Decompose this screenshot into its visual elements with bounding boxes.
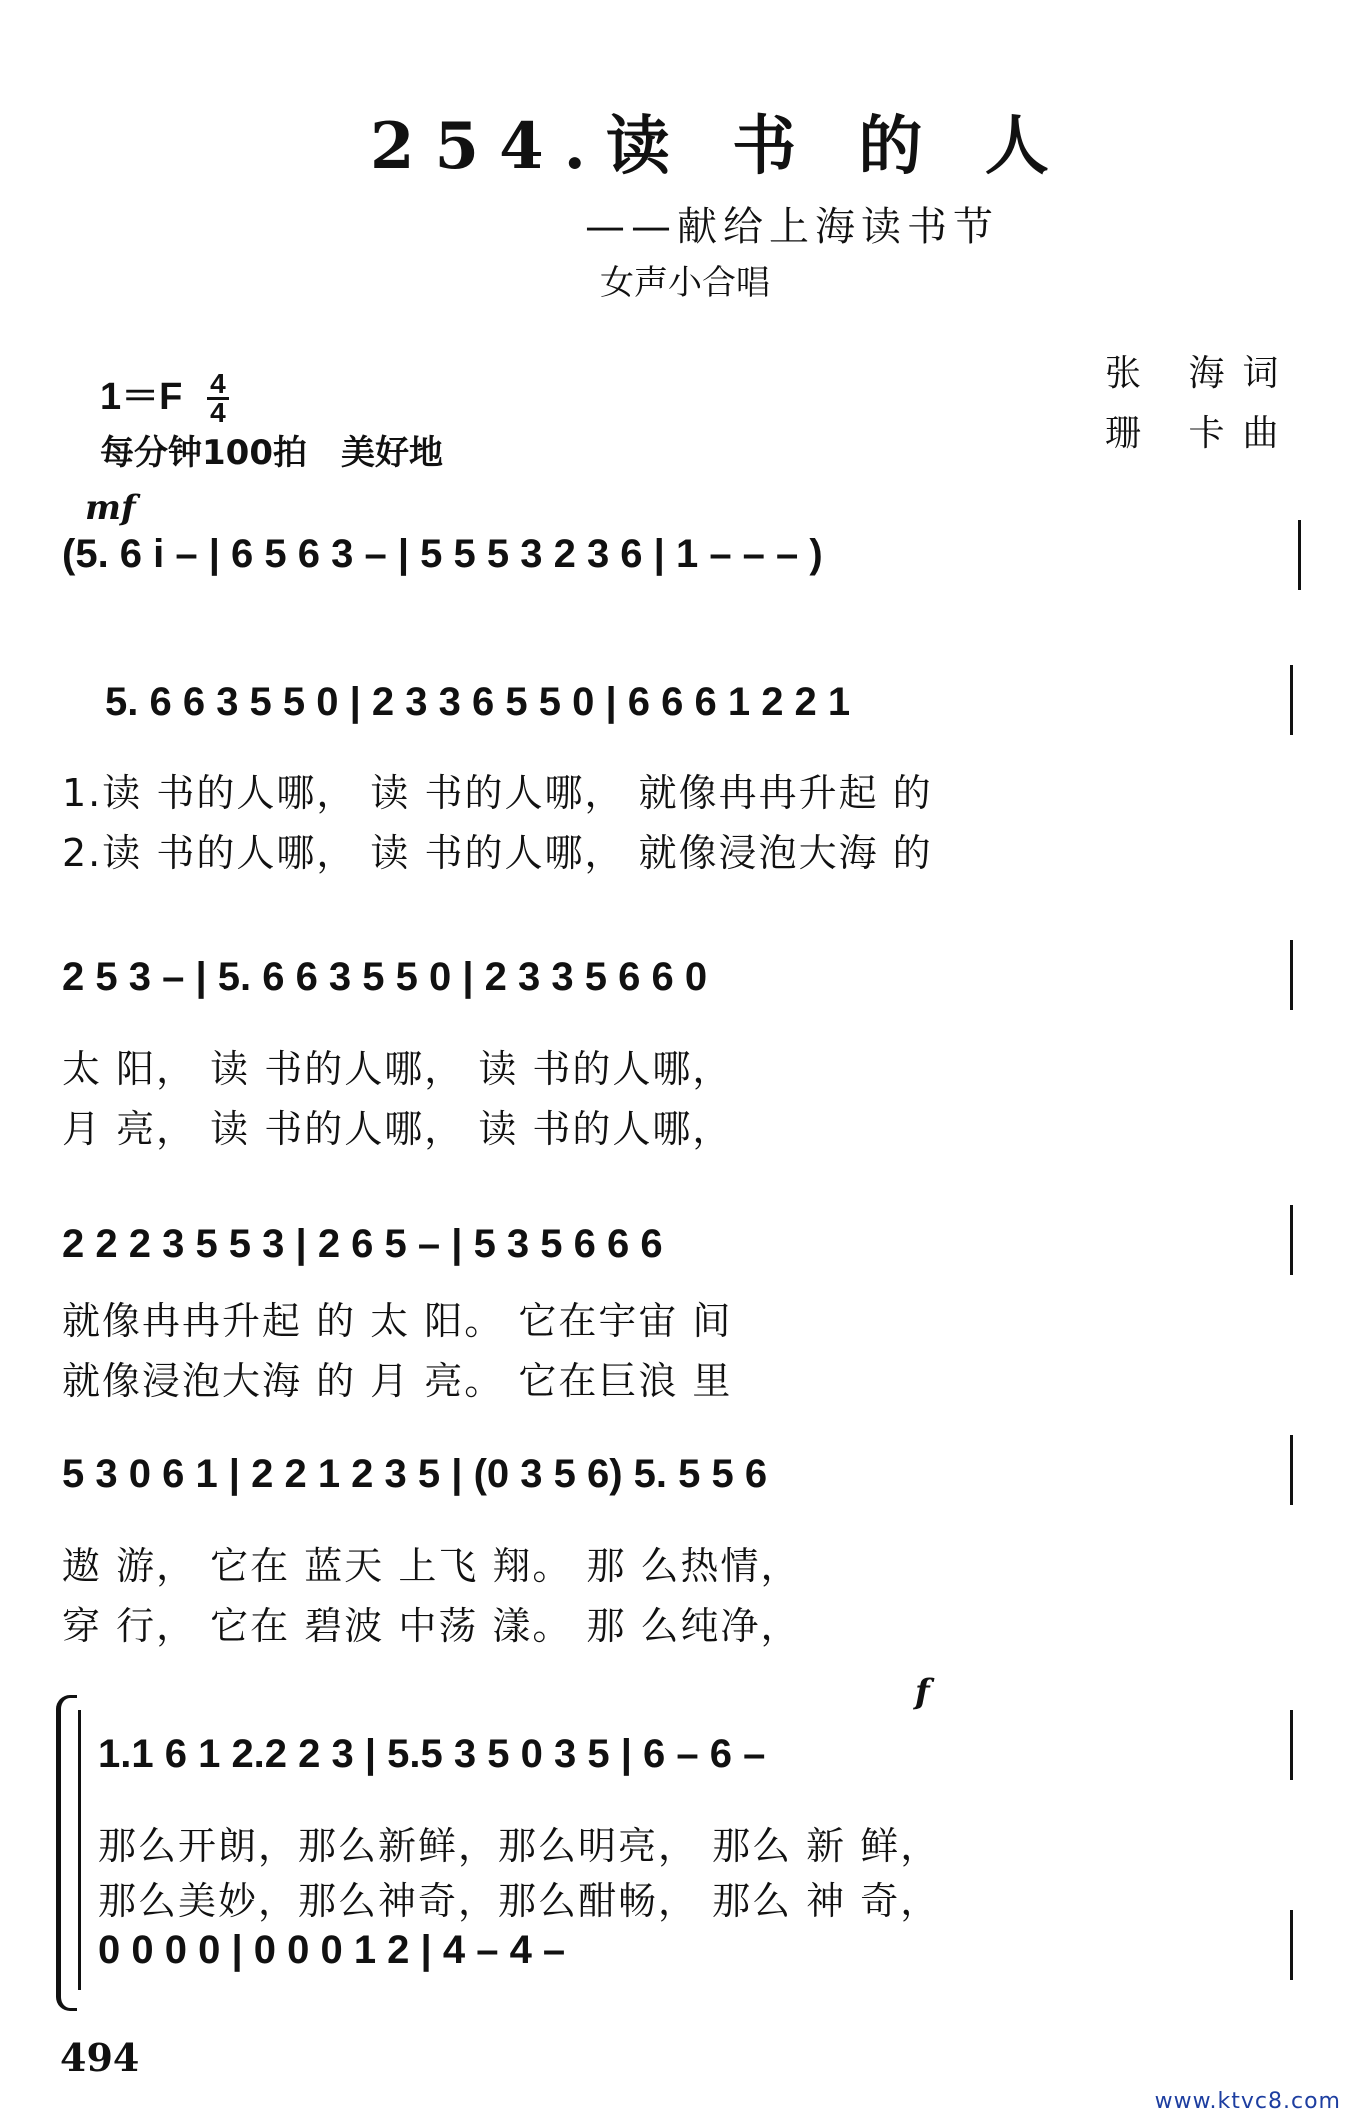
row2-lyric-verse2: 月 亮， 读 书的人哪， 读 书的人哪，	[62, 1107, 733, 1151]
barline	[1290, 940, 1293, 1010]
barline	[1290, 1710, 1293, 1780]
intro-notes: (5. 6 i – | 6 5 6 3 – | 5 5 5 3 2 3 6 | 1 – – – )	[62, 532, 823, 576]
barline	[1290, 1435, 1293, 1505]
page-number: 494	[60, 2035, 140, 2080]
key-label: 1＝F	[100, 376, 183, 418]
row4-lyric-verse2: 穿 行， 它在 碧波 中荡 漾。 那 么纯净，	[62, 1604, 801, 1648]
row5-lower-part-notes: 0 0 0 0 | 0 0 0 1 2 | 4 – 4 –	[98, 1928, 566, 1972]
time-signature-top: 4	[210, 368, 226, 400]
row1-notes: 5. 6 6 3 5 5 0 | 2 3 3 6 5 5 0 | 6 6 6 1 2 2 1	[105, 680, 851, 724]
voicing-label: 女声小合唱	[600, 263, 770, 303]
row2-lyric-verse1: 太 阳， 读 书的人哪， 读 书的人哪，	[62, 1047, 733, 1091]
barline	[1290, 1910, 1293, 1980]
barline	[1290, 665, 1293, 735]
row5-lyric-verse2: 那么美妙，那么神奇，那么酣畅， 那么 神 奇，	[98, 1879, 941, 1923]
lyricist-credit: 张 海词	[1105, 353, 1297, 394]
time-signature	[207, 368, 229, 429]
time-signature-bottom: 4	[210, 397, 226, 429]
row5-lyric-verse1: 那么开朗，那么新鲜，那么明亮， 那么 新 鲜，	[98, 1824, 941, 1868]
watermark: www.ktvc8.com	[1154, 2089, 1341, 2114]
row2-notes: 2 5 3 – | 5. 6 6 3 5 5 0 | 2 3 3 5 6 6 0	[62, 955, 708, 999]
row1-lyric-verse2: 2.读 书的人哪， 读 书的人哪， 就像浸泡大海 的	[62, 831, 933, 875]
song-subtitle: ——献给上海读书节	[585, 204, 999, 250]
row3-lyric-verse1: 就像冉冉升起 的 太 阳。 它在宇宙 间	[62, 1299, 733, 1343]
system-bracket-line	[78, 1710, 81, 1990]
barline	[1298, 520, 1301, 590]
dynamic-mf: mf	[85, 488, 136, 528]
row4-notes: 5 3 0 6 1 | 2 2 1 2 3 5 | (0 3 5 6) 5. 5 5 6	[62, 1452, 768, 1496]
song-title: 254.读 书 的 人	[370, 109, 1069, 184]
system-brace	[56, 1695, 77, 2011]
barline	[1290, 1205, 1293, 1275]
tempo-marking: 每分钟100拍 美好地	[100, 433, 443, 473]
key-signature	[100, 365, 229, 429]
row3-notes: 2 2 2 3 5 5 3 | 2 6 5 – | 5 3 5 6 6 6	[62, 1222, 663, 1266]
row3-lyric-verse2: 就像浸泡大海 的 月 亮。 它在巨浪 里	[62, 1359, 733, 1403]
composer-credit: 珊 卡曲	[1105, 413, 1297, 454]
row5-notes: 1.1 6 1 2.2 2 3 | 5.5 3 5 0 3 5 | 6 – 6 –	[98, 1732, 766, 1776]
row4-lyric-verse1: 遨 游， 它在 蓝天 上飞 翔。 那 么热情，	[62, 1544, 801, 1588]
dynamic-f: f	[915, 1672, 930, 1712]
row1-lyric-verse1: 1.读 书的人哪， 读 书的人哪， 就像冉冉升起 的	[62, 771, 933, 815]
